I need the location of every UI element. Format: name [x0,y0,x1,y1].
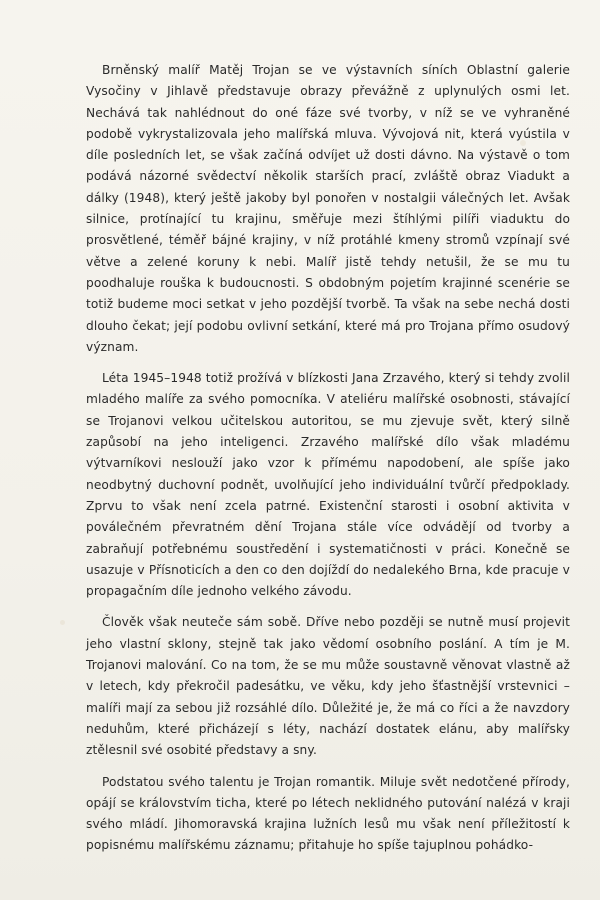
paragraph-3: Člověk však neuteče sám sobě. Dříve nebo později se nutně musí projevit jeho vlastní sklony, stejně tak jako vědomí osobního poslání. A tím je M. Trojanovi malování. Co na tom, že se mu může soustavně věnovat vlastně až v letech, kdy překročil padesátku, ve věku, kdy jeho šťastnější vrstevnici – malíři mají za sebou již rozsáhlé dílo. Důležité je, že má co říci a že navzdory neduhům, které přicházejí s léty, nachází dostatek elánu, aby malířsky ztělesnil své osobité představy a sny. [86,615,570,758]
paragraph-2: Léta 1945–1948 totiž prožívá v blízkosti Jana Zrzavého, který si tehdy zvolil mladého malíře za svého pomocníka. V ateliéru malířské osobnosti, stávající se Trojanovi velkou učitelskou autoritou, se mu zjevuje svět, který silně zapůsobí na jeho inteligenci. Zrzavého malířské dílo však mladému výtvarníkovi neslouží jako vzor k přímému napodobení, ale spíše jako neodbytný duchovní podnět, uvolňující jeho individuální tvůrčí předpoklady. Zprvu to však není zcela patrné. Existenční starosti i osobní aktivita v poválečném převratném dění Trojana stále více odvádějí od tvorby a zabraňují potřebnému soustředění i systematičnosti v práci. Konečně se usazuje v Přísnoticích a den co den dojíždí do nedalekého Brna, kde pracuje v propagačním díle jednoho velkého závodu. [86,371,570,599]
paragraph-1: Brněnský malíř Matěj Trojan se ve výstavních síních Oblastní galerie Vysočiny v Jihlavě představuje obrazy převážně z uplynulých osmi let. Nechává tak nahlédnout do oné fáze své tvorby, v níž se ve vyhraněné podobě vykrystalizovala jeho malířská mluva. Vývojová nit, která vyústila v díle posledních let, se však začíná odvíjet už dosti dávno. Na výstavě o tom podává názorné svědectví několik starších prací, zvláště obraz Viadukt a dálky (1948), který ještě jakoby byl ponořen v nostalgii válečných let. Avšak silnice, protínající tu krajinu, směřuje mezi štíhlými pilíři viaduktu do prosvětlené, téměř bájné krajiny, v níž protáhlé kmeny stromů vzpínají své větve a zelené koruny k nebi. Malíř jistě tehdy netušil, že se mu tu poodhaluje rouška k budoucnosti. S obdobným pojetím krajinné scenérie se totiž budeme moci setkat v jeho pozdější tvorbě. Ta však na sebe nechá dosti dlouho čekat; její podobu ovlivní setkání, které má pro Trojana přímo osudový význam. [86,63,570,354]
paragraph-4: Podstatou svého talentu je Trojan romantik. Miluje svět nedotčené přírody, opájí se královstvím ticha, které po létech neklidného putování nalézá v kraji svého mládí. Jihomoravská krajina lužních lesů mu však není příležitostí k popisnému malířskému záznamu; přitahuje ho spíše tajuplnou pohádko- [86,774,570,853]
paper-stain [60,620,65,625]
body-text [86,60,570,867]
